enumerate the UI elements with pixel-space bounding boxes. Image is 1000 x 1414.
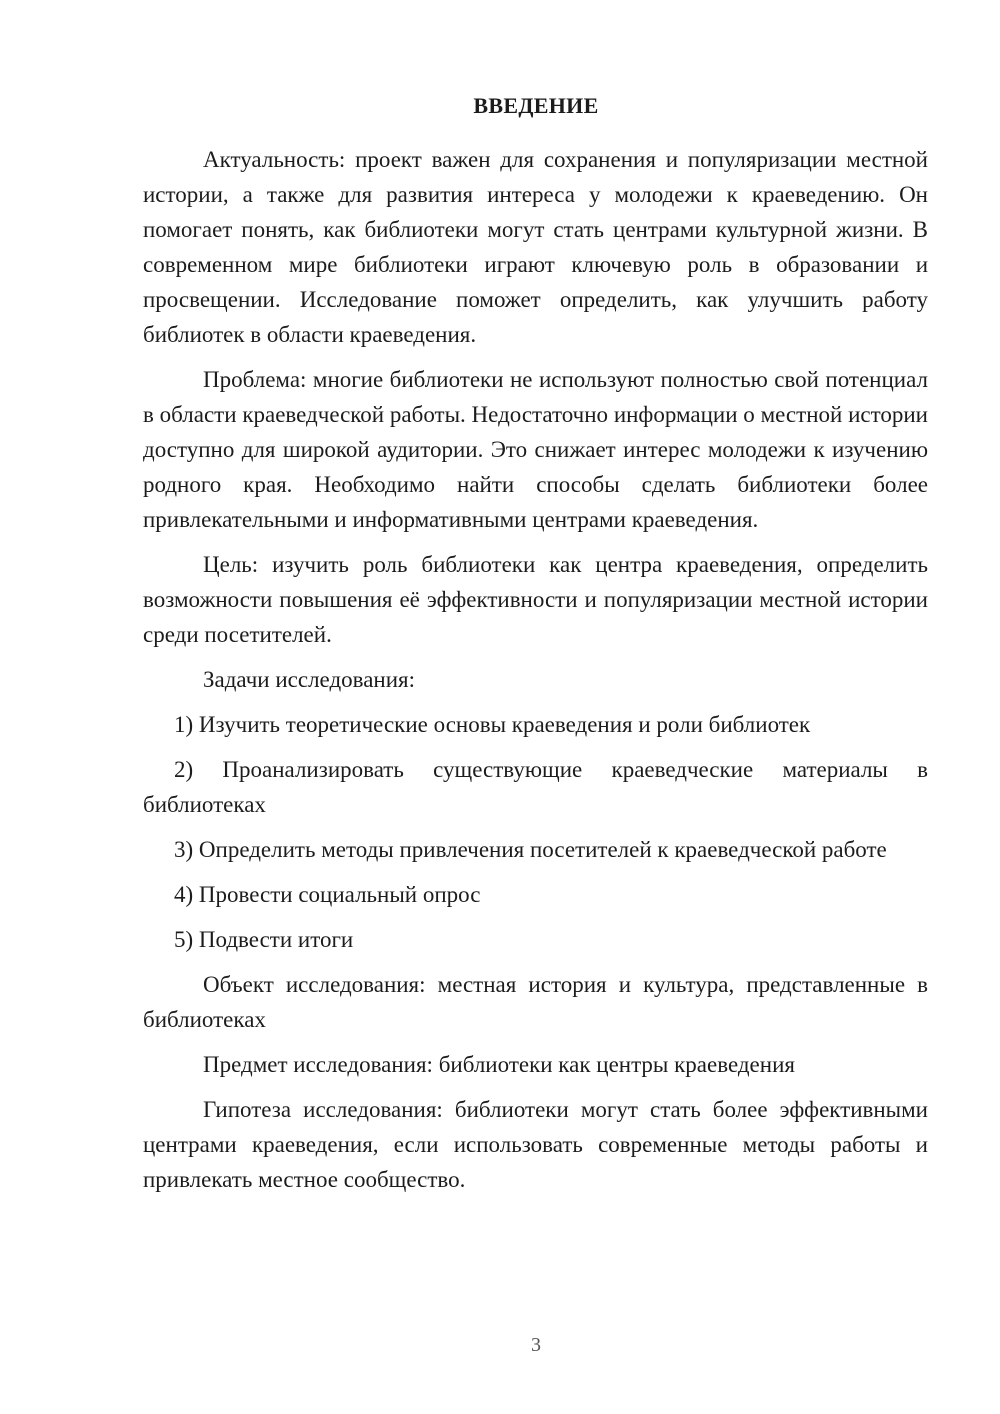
list-item-task-3: 3) Определить методы привлечения посетителей к краеведческой работе	[174, 837, 887, 862]
paragraph-object: Объект исследования: местная история и культура, представленные в библиотеках	[143, 972, 928, 1032]
paragraph-relevance: Актуальность: проект важен для сохранения и популяризации местной истории, а также для развития интереса у молодежи к краеведению. Он помогает понять, как библиотеки могут стать центрами культурной жизни. В современном мире библиотеки играют ключевую роль в образовании и просвещении. Исследование поможет определить, как улучшить работу библиотек в области краеведения.	[143, 147, 928, 347]
body-text	[143, 142, 928, 1207]
paragraph-tasks-title: Задачи исследования:	[203, 667, 416, 692]
list-item-task-1: 1) Изучить теоретические основы краеведения и роли библиотек	[174, 712, 811, 737]
section-heading: ВВЕДЕНИЕ	[473, 93, 599, 118]
paragraph-subject: Предмет исследования: библиотеки как центры краеведения	[203, 1052, 795, 1077]
list-item-task-2: 2) Проанализировать существующие краеведческие материалы в библиотеках	[143, 757, 928, 817]
page-number: 3	[531, 1334, 541, 1356]
paragraph-goal: Цель: изучить роль библиотеки как центра краеведения, определить возможности повышения её эффективности и популяризации местной истории среди посетителей.	[143, 552, 928, 647]
list-item-task-4: 4) Провести социальный опрос	[174, 882, 481, 907]
paragraph-hypothesis: Гипотеза исследования: библиотеки могут стать более эффективными центрами краеведения, если использовать современные методы работы и привлекать местное сообщество.	[143, 1097, 928, 1192]
paragraph-problem: Проблема: многие библиотеки не используют полностью свой потенциал в области краеведческой работы. Недостаточно информации о местной истории доступно для широкой аудитории. Это снижает интерес молодежи к изучению родного края. Необходимо найти способы сделать библиотеки более привлекательными и информативными центрами краеведения.	[143, 367, 928, 532]
list-item-task-5: 5) Подвести итоги	[174, 927, 354, 952]
